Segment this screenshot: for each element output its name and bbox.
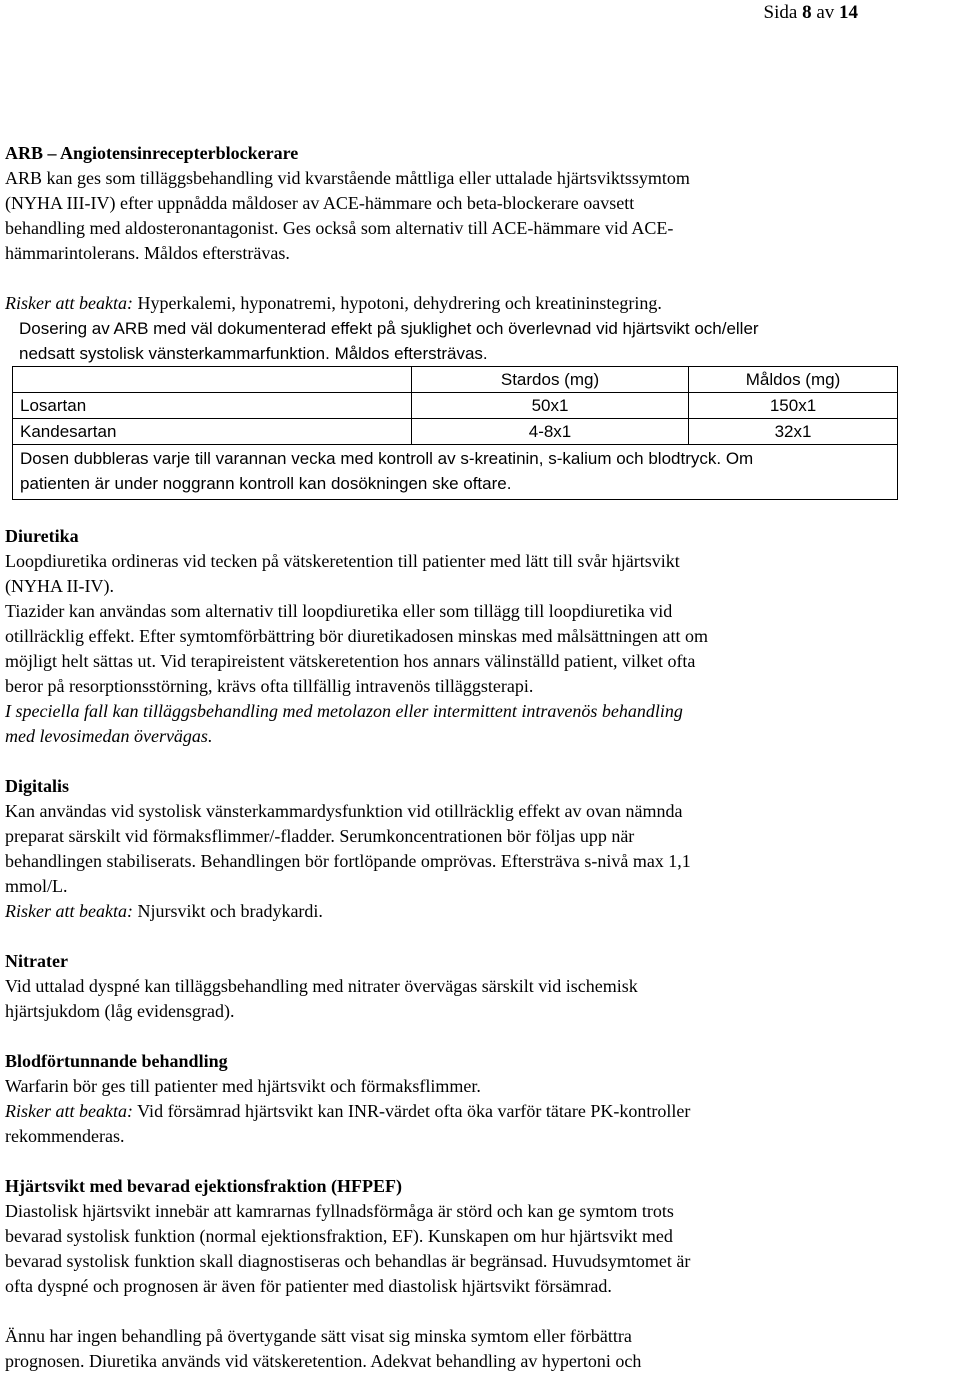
hfpef-line-6: prognosen. Diuretika används vid vätskeretention. Adekvat behandling av hypertoni och (5, 1351, 642, 1371)
diuretika-line-1: Loopdiuretika ordineras vid tecken på vätskeretention till patienter med lätt till svår hjärtsvikt (5, 551, 680, 571)
digitalis-line-1: Kan användas vid systolisk vänsterkammardysfunktion vid otillräcklig effekt av ovan nämnda (5, 801, 683, 821)
table-header-row (13, 367, 898, 393)
diuretika-line-3: Tiazider kan användas som alternativ till loopdiuretika eller som tillägg till loopdiuretika vid (5, 601, 673, 621)
arb-dosing (5, 316, 945, 366)
hfpef-line-1: Diastolisk hjärtsvikt innebär att kamrarnas fyllnadsförmåga är störd och kan ge symtom trots (5, 1201, 674, 1221)
diuretika-line-6: beror på resorptionsstörning, krävs ofta tillfällig intravenös tilläggsterapi. (5, 676, 534, 696)
page-total: 14 (839, 2, 858, 23)
arb-risk-label: Risker att beakta: (5, 293, 133, 313)
diuretika-italic-2: med levosimedan övervägas. (5, 726, 213, 746)
page-sep: av (816, 2, 835, 23)
diuretika-italic-1: I speciella fall kan tilläggsbehandling med metolazon eller intermittent intravenös behandling (5, 701, 683, 721)
digitalis-line-3: behandlingen stabiliserats. Behandlingen bör fortlöpande omprövas. Eftersträva s-nivå max 1,1 (5, 851, 691, 871)
table-row (13, 419, 898, 445)
nitrater-line-2: hjärtsjukdom (låg evidensgrad). (5, 1001, 235, 1021)
arb-line-4: hämmarintolerans. Måldos eftersträvas. (5, 243, 290, 263)
document-body (5, 141, 945, 1374)
arb-dosing-line-2: nedsatt systolisk vänsterkammarfunktion. Måldos eftersträvas. (19, 344, 488, 363)
table-header-cell: Stardos (mg) (412, 367, 689, 393)
table-footnote-line-2: patienten är under noggrann kontroll kan dosökningen ske oftare. (20, 474, 512, 493)
table-row (13, 393, 898, 419)
diuretika-line-5: möjligt helt sättas ut. Vid terapireistent vätskeretention hos annars välinställd patient, vilket ofta (5, 651, 696, 671)
arb-line-1: ARB kan ges som tilläggsbehandling vid kvarstående måttliga eller uttalade hjärtsviktssymtom (5, 168, 690, 188)
arb-heading: ARB – Angiotensinrecepterblockerare (5, 143, 299, 163)
table-cell: 50x1 (412, 393, 689, 419)
digitalis-risk-text: Njursvikt och bradykardi. (132, 901, 323, 921)
arb-line-3: behandling med aldosteronantagonist. Ges också som alternativ till ACE-hämmare vid ACE- (5, 218, 674, 238)
blod-line-1: Warfarin bör ges till patienter med hjärtsvikt och förmaksflimmer. (5, 1076, 481, 1096)
page-prefix: Sida (763, 2, 798, 23)
arb-dose-table (12, 366, 898, 500)
table-footnote-row (13, 445, 898, 500)
hfpef-line-2: bevarad systolisk funktion (normal ejektionsfraktion, EF). Kunskapen om hur hjärtsvikt med (5, 1226, 673, 1246)
digitalis-risk-label: Risker att beakta: (5, 901, 133, 921)
hfpef-line-5: Ännu har ingen behandling på övertygande sätt visat sig minska symtom eller förbättra (5, 1326, 632, 1346)
table-header-cell: Måldos (mg) (689, 367, 898, 393)
hfpef-heading: Hjärtsvikt med bevarad ejektionsfraktion (HFPEF) (5, 1176, 402, 1196)
hfpef-line-4: ofta dyspné och prognosen är även för patienter med diastolisk hjärtsvikt försämrad. (5, 1276, 612, 1296)
blod-risk-text: Vid försämrad hjärtsvikt kan INR-värdet ofta öka varför tätare PK-kontroller (132, 1101, 691, 1121)
diuretika-line-2: (NYHA II-IV). (5, 576, 114, 596)
digitalis-heading: Digitalis (5, 776, 70, 796)
arb-dosing-line-1: Dosering av ARB med väl dokumenterad effekt på sjuklighet och överlevnad vid hjärtsvikt och/eller (19, 319, 759, 338)
digitalis-line-2: preparat särskilt vid förmaksflimmer/-fladder. Serumkoncentrationen bör följas upp när (5, 826, 635, 846)
table-cell-drug: Kandesartan (13, 419, 412, 445)
table-cell: 32x1 (689, 419, 898, 445)
diuretika-line-4: otillräcklig effekt. Efter symtomförbättring bör diuretikadosen minskas med målsättningen att om (5, 626, 709, 646)
hfpef-line-3: bevarad systolisk funktion skall diagnostiseras och behandlas är begränsad. Huvudsymtomet är (5, 1251, 691, 1271)
nitrater-line-1: Vid uttalad dyspné kan tilläggsbehandling med nitrater övervägas särskilt vid ischemisk (5, 976, 638, 996)
digitalis-risk (5, 899, 945, 924)
table-header-cell (13, 367, 412, 393)
digitalis-line-4: mmol/L. (5, 876, 68, 896)
arb-risk (5, 291, 945, 316)
table-cell: 150x1 (689, 393, 898, 419)
blod-risk-label: Risker att beakta: (5, 1101, 133, 1121)
table-footnote (13, 445, 898, 500)
arb-line-2: (NYHA III-IV) efter uppnådda måldoser av ACE-hämmare och beta-blockerare oavsett (5, 193, 635, 213)
table-cell-drug: Losartan (13, 393, 412, 419)
arb-risk-text: Hyperkalemi, hyponatremi, hypotoni, dehydrering och kreatininstegring. (132, 293, 662, 313)
table-footnote-line-1: Dosen dubbleras varje till varannan vecka med kontroll av s-kreatinin, s-kalium och blodtryck. Om (20, 449, 754, 468)
page-number (764, 0, 858, 25)
table-cell: 4-8x1 (412, 419, 689, 445)
diuretika-heading: Diuretika (5, 526, 79, 546)
blod-risk (5, 1099, 945, 1124)
nitrater-heading: Nitrater (5, 951, 68, 971)
page-current: 8 (802, 2, 812, 23)
blod-heading: Blodförtunnande behandling (5, 1051, 228, 1071)
blod-risk-cont: rekommenderas. (5, 1126, 125, 1146)
